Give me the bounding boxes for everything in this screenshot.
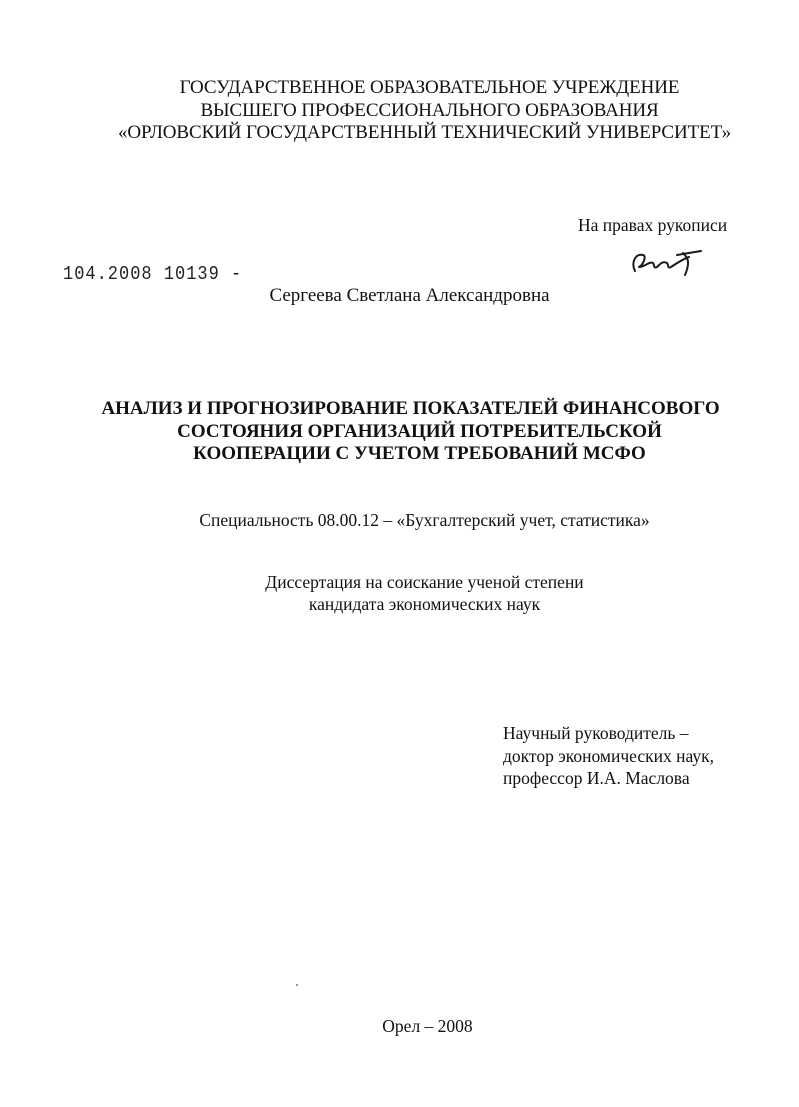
degree-statement	[0, 571, 799, 615]
advisor-line-1: Научный руководитель –	[503, 723, 689, 743]
institution-header	[0, 77, 799, 145]
city-year: Орел – 2008	[382, 1016, 473, 1036]
institution-line-3: «ОРЛОВСКИЙ ГОСУДАРСТВЕННЫЙ ТЕХНИЧЕСКИЙ УНИВЕРСИТЕТ»	[117, 122, 732, 143]
library-stamp-number: 104.2008 10139 -	[63, 264, 243, 286]
degree-line-2: кандидата экономических наук	[308, 594, 541, 614]
title-line-2: СОСТОЯНИЯ ОРГАНИЗАЦИЙ ПОТРЕБИТЕЛЬСКОЙ	[177, 420, 662, 442]
dissertation-title	[0, 398, 799, 466]
advisor-line-2: доктор экономических наук,	[503, 745, 714, 766]
advisor-line-3: профессор И.А. Маслова	[503, 768, 690, 788]
scan-speck	[296, 984, 298, 986]
degree-line-1: Диссертация на соискание ученой степени	[265, 572, 584, 592]
signature-icon	[625, 243, 705, 279]
scientific-advisor	[503, 722, 714, 790]
institution-line-1: ГОСУДАРСТВЕННОЕ ОБРАЗОВАТЕЛЬНОЕ УЧРЕЖДЕНИЕ	[179, 77, 680, 98]
rights-note: На правах рукописи	[578, 215, 728, 235]
author-name: Сергеева Светлана Александровна	[269, 285, 550, 306]
specialty: Специальность 08.00.12 – «Бухгалтерский учет, статистика»	[199, 510, 650, 530]
institution-line-2: ВЫСШЕГО ПРОФЕССИОНАЛЬНОГО ОБРАЗОВАНИЯ	[200, 99, 659, 121]
title-line-3: КООПЕРАЦИИ С УЧЕТОМ ТРЕБОВАНИЙ МСФО	[193, 443, 646, 464]
title-line-1: АНАЛИЗ И ПРОГНОЗИРОВАНИЕ ПОКАЗАТЕЛЕЙ ФИНАНСОВОГО	[101, 398, 720, 419]
